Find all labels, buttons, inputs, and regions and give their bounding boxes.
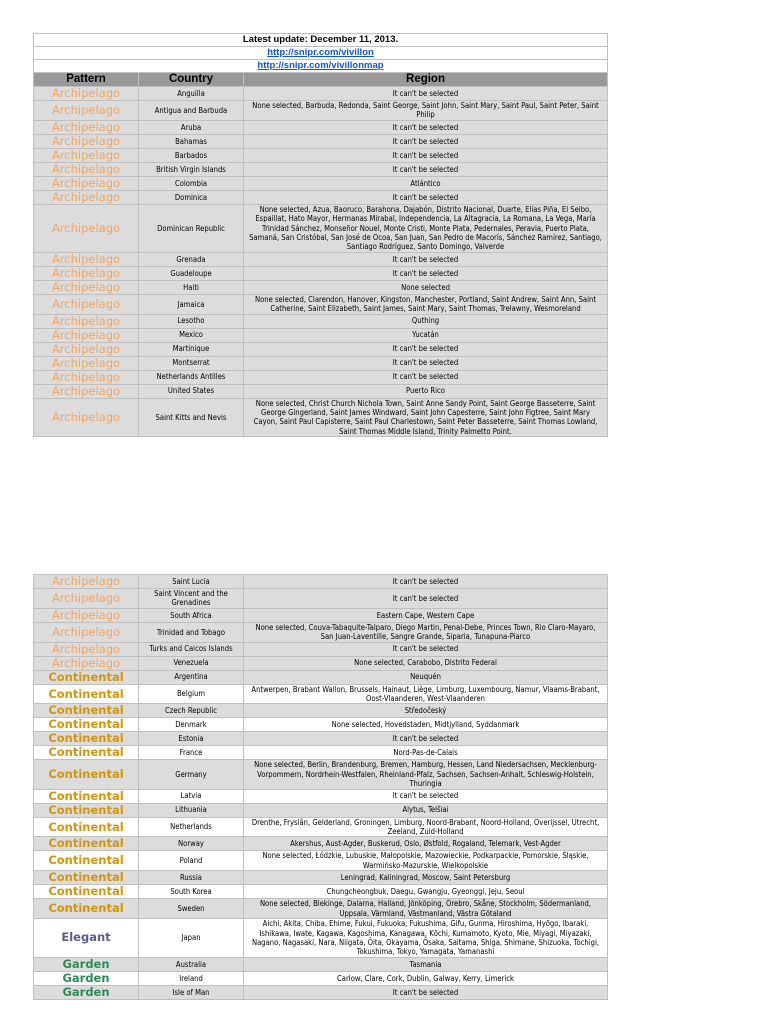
pattern-cell: Archipelago xyxy=(34,342,139,356)
column-header-row xyxy=(34,73,608,87)
region-cell: None selected, Carabobo, Distrito Federal xyxy=(244,656,608,670)
region-cell: None selected, Łódzkie, Lubuskie, Małopolskie, Mazowieckie, Podkarpackie, Pomorskie, Śląskie, Warmińsko-Mazurskie, Wielkopolskie xyxy=(244,851,608,871)
country-cell: Haiti xyxy=(139,280,244,294)
table-row xyxy=(34,919,608,958)
pattern-cell: Continental xyxy=(34,789,139,803)
pattern-cell: Garden xyxy=(34,971,139,985)
country-cell: Mexico xyxy=(139,328,244,342)
vivillon-pattern-table-1 xyxy=(33,33,608,437)
pattern-cell: Archipelago xyxy=(34,280,139,294)
pattern-cell: Archipelago xyxy=(34,622,139,642)
country-cell: Grenada xyxy=(139,252,244,266)
pattern-cell: Elegant xyxy=(34,919,139,958)
table-row xyxy=(34,885,608,899)
region-cell: It can't be selected xyxy=(244,252,608,266)
table-row xyxy=(34,718,608,732)
country-cell: Lithuania xyxy=(139,803,244,817)
country-cell: Dominican Republic xyxy=(139,204,244,252)
pattern-cell: Continental xyxy=(34,718,139,732)
pattern-cell: Archipelago xyxy=(34,101,139,121)
pattern-cell: Archipelago xyxy=(34,190,139,204)
country-cell: Jamaica xyxy=(139,294,244,314)
region-cell: Chungcheongbuk, Daegu, Gwangju, Gyeonggi, Jeju, Seoul xyxy=(244,885,608,899)
country-cell: Turks and Caicos Islands xyxy=(139,642,244,656)
country-cell: Norway xyxy=(139,837,244,851)
country-cell: Russia xyxy=(139,871,244,885)
country-cell: Barbados xyxy=(139,148,244,162)
pattern-cell: Archipelago xyxy=(34,294,139,314)
pattern-cell: Archipelago xyxy=(34,148,139,162)
table-row xyxy=(34,87,608,101)
region-cell: It can't be selected xyxy=(244,575,608,589)
region-cell: It can't be selected xyxy=(244,732,608,746)
pattern-cell: Archipelago xyxy=(34,162,139,176)
table-row xyxy=(34,670,608,684)
region-cell: Tasmania xyxy=(244,957,608,971)
country-cell: Dominica xyxy=(139,190,244,204)
region-cell: It can't be selected xyxy=(244,120,608,134)
pattern-cell: Archipelago xyxy=(34,314,139,328)
country-cell: South Korea xyxy=(139,885,244,899)
pattern-cell: Continental xyxy=(34,760,139,789)
pattern-cell: Continental xyxy=(34,803,139,817)
pattern-cell: Archipelago xyxy=(34,608,139,622)
vivillon-pattern-table-2 xyxy=(33,574,608,1000)
region-cell: Akershus, Aust-Agder, Buskerud, Oslo, Østfold, Rogaland, Telemark, Vest-Agder xyxy=(244,837,608,851)
table-row xyxy=(34,280,608,294)
table-row xyxy=(34,356,608,370)
country-cell: Saint Vincent and the Grenadines xyxy=(139,589,244,609)
table-row xyxy=(34,204,608,252)
latest-update-text: Latest update: December 11, 2013. xyxy=(34,34,608,47)
region-cell: It can't be selected xyxy=(244,162,608,176)
pattern-cell: Continental xyxy=(34,871,139,885)
table-row xyxy=(34,134,608,148)
country-cell: South Africa xyxy=(139,608,244,622)
table-row xyxy=(34,608,608,622)
pattern-cell: Continental xyxy=(34,684,139,704)
table-row xyxy=(34,294,608,314)
region-cell: None selected, Hovedstaden, Midtjylland, Syddanmark xyxy=(244,718,608,732)
table-row xyxy=(34,985,608,999)
region-cell: Eastern Cape, Western Cape xyxy=(244,608,608,622)
pattern-cell: Archipelago xyxy=(34,87,139,101)
region-cell: It can't be selected xyxy=(244,589,608,609)
table-row xyxy=(34,656,608,670)
table-row xyxy=(34,176,608,190)
pattern-cell: Continental xyxy=(34,746,139,760)
pattern-cell: Archipelago xyxy=(34,176,139,190)
region-cell: Quthing xyxy=(244,314,608,328)
region-cell: Nord-Pas-de-Calais xyxy=(244,746,608,760)
pattern-cell: Garden xyxy=(34,985,139,999)
region-cell: It can't be selected xyxy=(244,342,608,356)
region-cell: None selected, Barbuda, Redonda, Saint George, Saint John, Saint Mary, Saint Paul, Saint Peter, Saint Philip xyxy=(244,101,608,121)
pattern-cell: Archipelago xyxy=(34,120,139,134)
country-cell: Estonia xyxy=(139,732,244,746)
country-cell: Montserrat xyxy=(139,356,244,370)
pattern-cell: Archipelago xyxy=(34,575,139,589)
country-cell: Lesotho xyxy=(139,314,244,328)
region-cell: None selected, Blekinge, Dalarna, Halland, Jönköping, Örebro, Skåne, Stockholm, Södermanland, Uppsala, Värmland, Västmanland, Västra Götaland xyxy=(244,899,608,919)
pattern-cell: Archipelago xyxy=(34,642,139,656)
pattern-cell: Archipelago xyxy=(34,252,139,266)
table-row xyxy=(34,684,608,704)
country-cell: Belgium xyxy=(139,684,244,704)
table-row xyxy=(34,384,608,398)
spreadsheet-page-1 xyxy=(33,33,607,437)
region-cell: Atlántico xyxy=(244,176,608,190)
region-cell: It can't be selected xyxy=(244,148,608,162)
vivillon-link[interactable]: http://snipr.com/vivillon xyxy=(267,47,374,58)
table-row xyxy=(34,370,608,384)
region-cell: Středočeský xyxy=(244,704,608,718)
pattern-cell: Continental xyxy=(34,851,139,871)
country-cell: Trinidad and Tobago xyxy=(139,622,244,642)
table-row xyxy=(34,252,608,266)
country-cell: Saint Kitts and Nevis xyxy=(139,398,244,437)
country-cell: Czech Republic xyxy=(139,704,244,718)
region-cell: None selected, Christ Church Nichola Town, Saint Anne Sandy Point, Saint George Basseterre, Saint George Gingerland, Saint James Windward, Saint John Capesterre, Saint John Figtree, Saint Mary Cayon, Saint Paul Capisterre, Saint Paul Charlestown, Saint Peter Basseterre, Saint Thomas Lowland, Saint Thomas Middle Island, Trinity Palmetto Point. xyxy=(244,398,608,437)
region-cell: None selected, Azua, Baoruco, Barahona, Dajabón, Distrito Nacional, Duarte, Elías Piña, El Seibo, Espaillat, Hato Mayor, Hermanas Mirabal, Independencia, La Altagracia, La Romana, La Vega, María Trinidad Sánchez, Monseñor Nouel, Monte Cristi, Monte Plata, Pedernales, Peravia, Puerto Plata, Samaná, San Cristóbal, San José de Ocoa, San Juan, San Pedro de Macorís, Sánchez Ramírez, Santiago, Santiago Rodríguez, Santo Domingo, Valverde xyxy=(244,204,608,252)
country-cell: Poland xyxy=(139,851,244,871)
table-row xyxy=(34,817,608,837)
pattern-cell: Continental xyxy=(34,817,139,837)
table-row xyxy=(34,398,608,437)
pattern-cell: Continental xyxy=(34,670,139,684)
country-cell: Germany xyxy=(139,760,244,789)
table-row xyxy=(34,642,608,656)
pattern-cell: Continental xyxy=(34,837,139,851)
pattern-cell: Archipelago xyxy=(34,204,139,252)
table-row xyxy=(34,851,608,871)
region-cell: It can't be selected xyxy=(244,190,608,204)
region-cell: Yucatán xyxy=(244,328,608,342)
table-row xyxy=(34,803,608,817)
table-row xyxy=(34,148,608,162)
region-cell: Antwerpen, Brabant Wallon, Brussels, Hainaut, Liège, Limburg, Luxembourg, Namur, Vlaams-Brabant, Oost-Vlaanderen, West-Vlaanderen xyxy=(244,684,608,704)
region-cell: It can't be selected xyxy=(244,985,608,999)
table-row xyxy=(34,342,608,356)
table-row xyxy=(34,789,608,803)
region-cell: It can't be selected xyxy=(244,266,608,280)
country-cell: British Virgin Islands xyxy=(139,162,244,176)
region-cell: None selected xyxy=(244,280,608,294)
country-cell: Martinique xyxy=(139,342,244,356)
region-cell: None selected, Clarendon, Hanover, Kingston, Manchester, Portland, Saint Andrew, Saint Ann, Saint Catherine, Saint Elizabeth, Saint James, Saint Mary, Saint Thomas, Trelawny, Wesmoreland xyxy=(244,294,608,314)
pattern-cell: Continental xyxy=(34,885,139,899)
country-cell: Australia xyxy=(139,957,244,971)
table-row xyxy=(34,314,608,328)
table-row xyxy=(34,328,608,342)
pattern-cell: Archipelago xyxy=(34,134,139,148)
country-cell: Argentina xyxy=(139,670,244,684)
table-row xyxy=(34,971,608,985)
region-cell: Carlow, Clare, Cork, Dublin, Galway, Kerry, Limerick xyxy=(244,971,608,985)
table-row xyxy=(34,622,608,642)
table-row xyxy=(34,704,608,718)
region-cell: Aichi, Akita, Chiba, Ehime, Fukui, Fukuoka, Fukushima, Gifu, Gunma, Hiroshima, Hyōgo, Ibaraki, Ishikawa, Iwate, Kagawa, Kagoshima, Kanagawa, Kōchi, Kumamoto, Kyoto, Mie, Miyagi, Miyazaki, Nagano, Nagasaki, Nara, Niigata, Ōita, Okayama, Ōsaka, Saitama, Shiga, Shimane, Shizuoka, Tochigi, Tokushima, Tokyo, Yamagata, Yamanashi xyxy=(244,919,608,958)
country-cell: United States xyxy=(139,384,244,398)
spreadsheet-page-2 xyxy=(33,574,607,1000)
region-cell: Leningrad, Kaliningrad, Moscow, Saint Petersburg xyxy=(244,871,608,885)
region-cell: None selected, Couva-Tabaquite-Talparo, Diego Martin, Penal-Debe, Princes Town, Rio Claro-Mayaro, San Juan-Laventille, Sangre Grande, Siparia, Tunapuna-Piarco xyxy=(244,622,608,642)
table-row xyxy=(34,266,608,280)
country-cell: Bahamas xyxy=(139,134,244,148)
region-cell: None selected, Berlin, Brandenburg, Bremen, Hamburg, Hessen, Land Niedersachsen, Mecklenburg-Vorpommern, Nordrhein-Westfalen, Rheinland-Pfalz, Sachsen, Sachsen-Anhalt, Schleswig-Holstein, Thuringia xyxy=(244,760,608,789)
table-row xyxy=(34,575,608,589)
table-row xyxy=(34,162,608,176)
country-cell: Netherlands xyxy=(139,817,244,837)
country-cell: Venezuela xyxy=(139,656,244,670)
region-cell: Drenthe, Fryslân, Gelderland, Groningen, Limburg, Noord-Brabant, Noord-Holland, Overijssel, Utrecht, Zeeland, Zuid-Holland xyxy=(244,817,608,837)
country-cell: Guadeloupe xyxy=(139,266,244,280)
pattern-cell: Garden xyxy=(34,957,139,971)
pattern-cell: Archipelago xyxy=(34,656,139,670)
country-cell: Japan xyxy=(139,919,244,958)
region-cell: It can't be selected xyxy=(244,356,608,370)
region-cell: It can't be selected xyxy=(244,642,608,656)
pattern-cell: Continental xyxy=(34,704,139,718)
country-cell: Netherlands Antilles xyxy=(139,370,244,384)
pattern-cell: Archipelago xyxy=(34,398,139,437)
vivillon-map-link[interactable]: http://snipr.com/vivillonmap xyxy=(257,60,384,71)
table-row xyxy=(34,837,608,851)
table-row xyxy=(34,899,608,919)
country-cell: Saint Lucia xyxy=(139,575,244,589)
region-cell: Puerto Rico xyxy=(244,384,608,398)
country-cell: Sweden xyxy=(139,899,244,919)
country-cell: Antigua and Barbuda xyxy=(139,101,244,121)
pattern-cell: Archipelago xyxy=(34,384,139,398)
region-cell: It can't be selected xyxy=(244,134,608,148)
table-row xyxy=(34,871,608,885)
pattern-cell: Continental xyxy=(34,732,139,746)
country-cell: Aruba xyxy=(139,120,244,134)
table-row xyxy=(34,589,608,609)
column-header-country: Country xyxy=(139,73,244,87)
country-cell: Latvia xyxy=(139,789,244,803)
country-cell: Anguilla xyxy=(139,87,244,101)
country-cell: Denmark xyxy=(139,718,244,732)
table-row xyxy=(34,190,608,204)
table-row xyxy=(34,732,608,746)
pattern-cell: Archipelago xyxy=(34,589,139,609)
column-header-pattern: Pattern xyxy=(34,73,139,87)
country-cell: Isle of Man xyxy=(139,985,244,999)
region-cell: It can't be selected xyxy=(244,87,608,101)
country-cell: France xyxy=(139,746,244,760)
table-row xyxy=(34,957,608,971)
region-cell: It can't be selected xyxy=(244,370,608,384)
country-cell: Ireland xyxy=(139,971,244,985)
table-row xyxy=(34,760,608,789)
region-cell: It can't be selected xyxy=(244,789,608,803)
pattern-cell: Archipelago xyxy=(34,328,139,342)
column-header-region: Region xyxy=(244,73,608,87)
table-row xyxy=(34,746,608,760)
pattern-cell: Archipelago xyxy=(34,266,139,280)
pattern-cell: Continental xyxy=(34,899,139,919)
table-row xyxy=(34,120,608,134)
region-cell: Alytus, Telšiai xyxy=(244,803,608,817)
region-cell: Neuquén xyxy=(244,670,608,684)
pattern-cell: Archipelago xyxy=(34,370,139,384)
country-cell: Colombia xyxy=(139,176,244,190)
table-row xyxy=(34,101,608,121)
pattern-cell: Archipelago xyxy=(34,356,139,370)
